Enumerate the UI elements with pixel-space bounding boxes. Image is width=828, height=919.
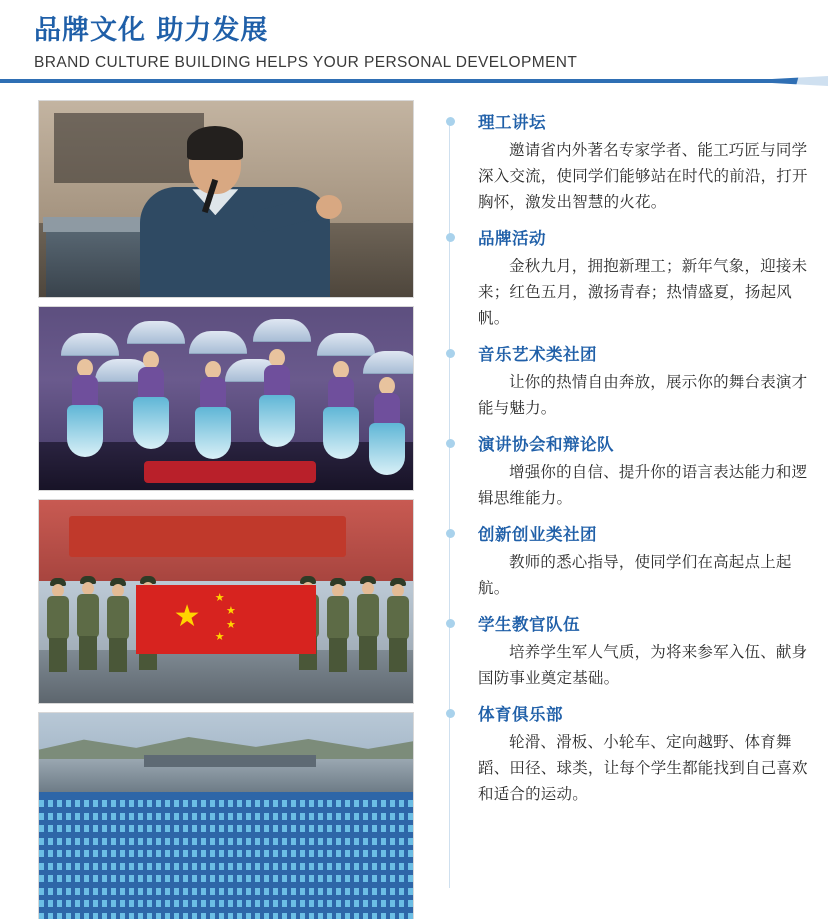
photo4-crowd-row [39, 863, 413, 870]
divider-arrow-tail [772, 76, 828, 86]
photo3-flag-small-star: ★ [214, 630, 225, 643]
bullet-icon [446, 233, 455, 242]
photo2-dancer [257, 349, 297, 445]
photo4-crowd-row [39, 813, 413, 820]
item-title: 演讲协会和辩论队 [478, 435, 614, 454]
list-item [446, 704, 814, 807]
dancer-top [72, 375, 98, 407]
photo-stadium-assembly [38, 712, 414, 919]
page-title: 品牌文化 助力发展 [34, 15, 269, 46]
bullet-icon [446, 439, 455, 448]
dancer-top [328, 377, 354, 409]
photo4-crowd-row [39, 825, 413, 832]
list-item [446, 614, 814, 691]
photo4-crowd-row [39, 900, 413, 907]
photo3-soldier [105, 578, 131, 672]
photo1-screen [54, 113, 204, 184]
list-item [446, 344, 814, 421]
photo3-flag-small-star: ★ [214, 592, 225, 605]
header-divider [0, 76, 828, 86]
bullet-icon [446, 619, 455, 628]
bullet-icon [446, 117, 455, 126]
list-item [446, 228, 814, 331]
dancer-skirt [67, 405, 103, 457]
item-body: 让你的热情自由奔放，展示你的舞台表演才能与魅力。 [478, 373, 808, 417]
item-body: 邀请省内外著名专家学者、能工巧匠与同学深入交流，使同学们能够站在时代的前沿，打开胸怀，激发出智慧的火花。 [478, 141, 808, 211]
photo3-soldier [325, 578, 351, 672]
item-title: 音乐艺术类社团 [478, 345, 597, 364]
photo-umbrella-dance [38, 306, 414, 491]
dancer-skirt [323, 407, 359, 459]
photo4-crowd-row [39, 800, 413, 807]
photo2-dancer [367, 377, 407, 473]
list-item [446, 434, 814, 511]
photo4-crowd-row [39, 888, 413, 895]
photo2-dancer [65, 359, 105, 455]
photo3-flag-small-star: ★ [226, 618, 236, 631]
dancer-top [374, 393, 400, 425]
photo2-dancer [131, 351, 171, 447]
item-title: 创新创业类社团 [478, 525, 597, 544]
dancer-skirt [133, 397, 169, 449]
item-title: 学生教官队伍 [478, 615, 580, 634]
divider-bar [0, 79, 780, 83]
content-area [0, 86, 828, 919]
photo3-banner [69, 516, 346, 557]
dancer-top [264, 365, 290, 397]
photo4-crowd-row [39, 875, 413, 882]
photo2-red-cloth [144, 461, 316, 483]
item-title: 体育俱乐部 [478, 705, 563, 724]
bullet-icon [446, 529, 455, 538]
bullet-icon [446, 349, 455, 358]
photo3-soldier [75, 576, 101, 670]
list-item [446, 112, 814, 215]
item-body: 轮滑、滑板、小轮车、定向越野、体育舞蹈、田径、球类，让每个学生都能找到自己喜欢和适合的运动。 [478, 733, 808, 803]
photo2-dancer [321, 361, 361, 457]
item-body: 培养学生军人气质，为将来参军入伍、献身国防事业奠定基础。 [478, 643, 808, 687]
bullet-icon [446, 709, 455, 718]
photo4-stadium-roof [144, 755, 316, 767]
photo-soldiers-with-flag [38, 499, 414, 704]
dancer-skirt [259, 395, 295, 447]
photo1-person-hand [316, 195, 342, 219]
photo-column [38, 100, 420, 919]
item-body: 教师的悉心指导，使同学们在高起点上起航。 [478, 553, 792, 597]
photo-speaker-at-podium [38, 100, 414, 298]
photo3-flag-large-star: ★ [173, 599, 201, 633]
item-title: 品牌活动 [478, 229, 546, 248]
photo3-soldier [355, 576, 381, 670]
item-body: 增强你的自信、提升你的语言表达能力和逻辑思维能力。 [478, 463, 808, 507]
photo4-crowd-row [39, 913, 413, 919]
dancer-skirt [195, 407, 231, 459]
dancer-top [200, 377, 226, 409]
photo2-dancer [193, 361, 233, 457]
list-item [446, 524, 814, 601]
photo4-crowd-row [39, 850, 413, 857]
photo3-soldier [385, 578, 411, 672]
dancer-top [138, 367, 164, 399]
dancer-skirt [369, 423, 405, 475]
item-body: 金秋九月，拥抱新理工；新年气象，迎接未来；红色五月，激扬青春；热情盛夏，扬起风帆。 [478, 257, 808, 327]
photo4-crowd-row [39, 838, 413, 845]
photo3-flag-small-star: ★ [226, 604, 236, 617]
page-subtitle: BRAND CULTURE BUILDING HELPS YOUR PERSONAL DEVELOPMENT [34, 54, 578, 71]
item-title: 理工讲坛 [478, 113, 546, 132]
program-list [446, 100, 814, 919]
photo1-person-hair [187, 126, 243, 160]
page-header [0, 0, 828, 86]
photo3-soldier [45, 578, 71, 672]
